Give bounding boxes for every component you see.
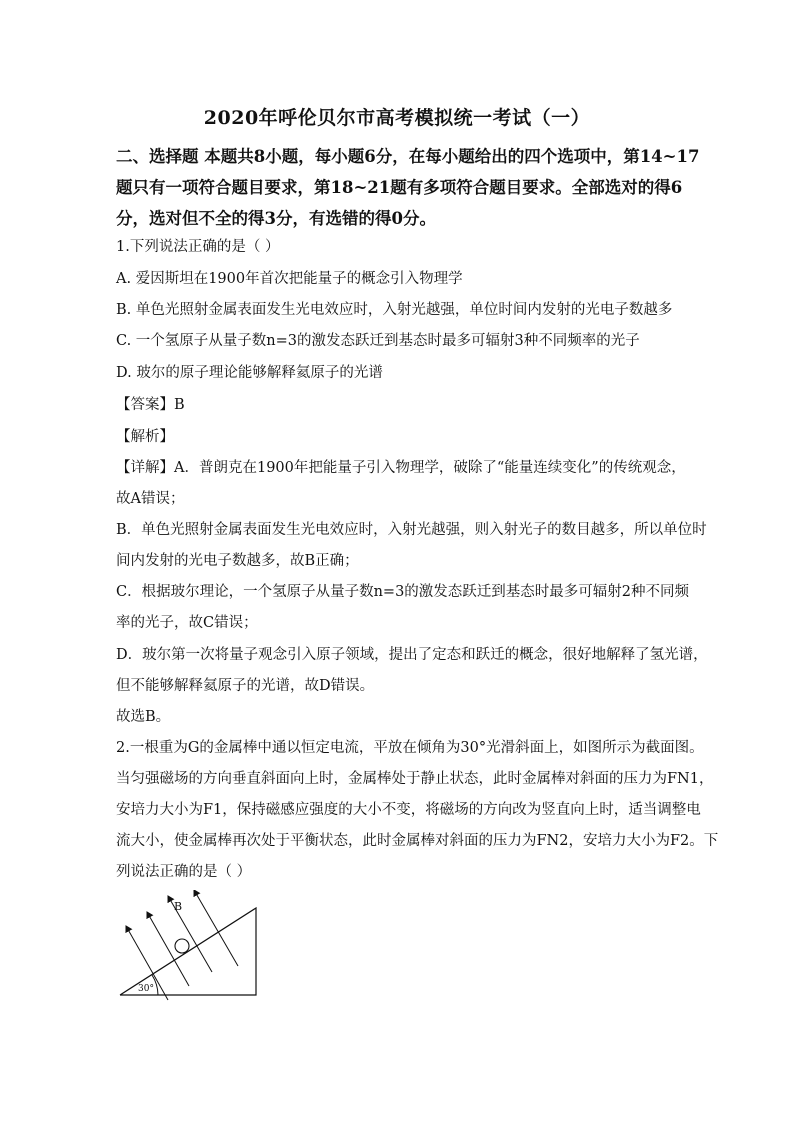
q1-explanation-line: 但不能够解释氦原子的光谱，故D错误。 — [116, 678, 375, 694]
angle-label: 30° — [138, 984, 154, 994]
q1-answer: 【答案】B — [116, 397, 185, 413]
incline-figure — [116, 890, 276, 1005]
q1-option-d: D. 玻尔的原子理论能够解释氦原子的光谱 — [116, 365, 383, 381]
q2-stem-line: 当匀强磁场的方向垂直斜面向上时，金属棒处于静止状态，此时金属棒对斜面的压力为FN1， — [116, 771, 714, 787]
q2-stem-line: 2.一根重为G的金属棒中通以恒定电流，平放在倾角为30°光滑斜面上，如图所示为截面图。 — [116, 740, 704, 756]
metal-rod — [175, 939, 189, 953]
q1-analysis-label: 【解析】 — [116, 429, 174, 445]
q1-option-b: B. 单色光照射金属表面发生光电效应时，入射光越强，单位时间内发射的光电子数越多 — [116, 302, 673, 318]
q1-explanation-line: C．根据玻尔理论，一个氢原子从量子数n=3的激发态跃迁到基态时最多可辐射2种不同频 — [116, 584, 690, 600]
q2-stem-line: 列说法正确的是（ ） — [116, 864, 252, 880]
q1-option-a: A. 爱因斯坦在1900年首次把能量子的概念引入物理学 — [116, 271, 463, 287]
field-arrow — [194, 890, 238, 966]
page-title: 2020年呼伦贝尔市高考模拟统一考试（一） — [203, 107, 591, 129]
q2-stem-line: 安培力大小为F1，保持磁感应强度的大小不变，将磁场的方向改为竖直向上时，适当调整电 — [116, 802, 701, 818]
q1-explanation-line: B．单色光照射金属表面发生光电效应时，入射光越强，则入射光子的数目越多，所以单位时 — [116, 522, 707, 538]
q1-explanation-line: 间内发射的光电子数越多，故B正确； — [116, 553, 359, 569]
q1-explanation-line: D．玻尔第一次将量子观念引入原子领域，提出了定态和跃迁的概念，很好地解释了氢光谱， — [116, 647, 708, 663]
q1-explanation-line: 率的光子，故C错误； — [116, 615, 258, 631]
q2-stem-line: 流大小，使金属棒再次处于平衡状态，此时金属棒对斜面的压力为FN2，安培力大小为F2。下 — [116, 833, 719, 849]
q1-conclusion: 故选B。 — [116, 709, 171, 725]
q1-explanation-line: 故A错误； — [116, 491, 185, 507]
q1-explanation-line: 【详解】A．普朗克在1900年把能量子引入物理学，破除了“能量连续变化”的传统观念， — [116, 460, 686, 476]
q1-option-c: C. 一个氢原子从量子数n=3的激发态跃迁到基态时最多可辐射3种不同频率的光子 — [116, 333, 640, 349]
q1-stem: 1.下列说法正确的是（ ） — [116, 239, 280, 255]
field-label: B — [174, 900, 183, 913]
section-header: 二、选择题 本题共8小题，每小题6分，在每小题给出的四个选项中，第14~17题只有一项符合题目要求，第18~21题有多项符合题目要求。全部选对的得6分，选对但不全的得3分，有选错的得0分。 — [116, 147, 700, 228]
